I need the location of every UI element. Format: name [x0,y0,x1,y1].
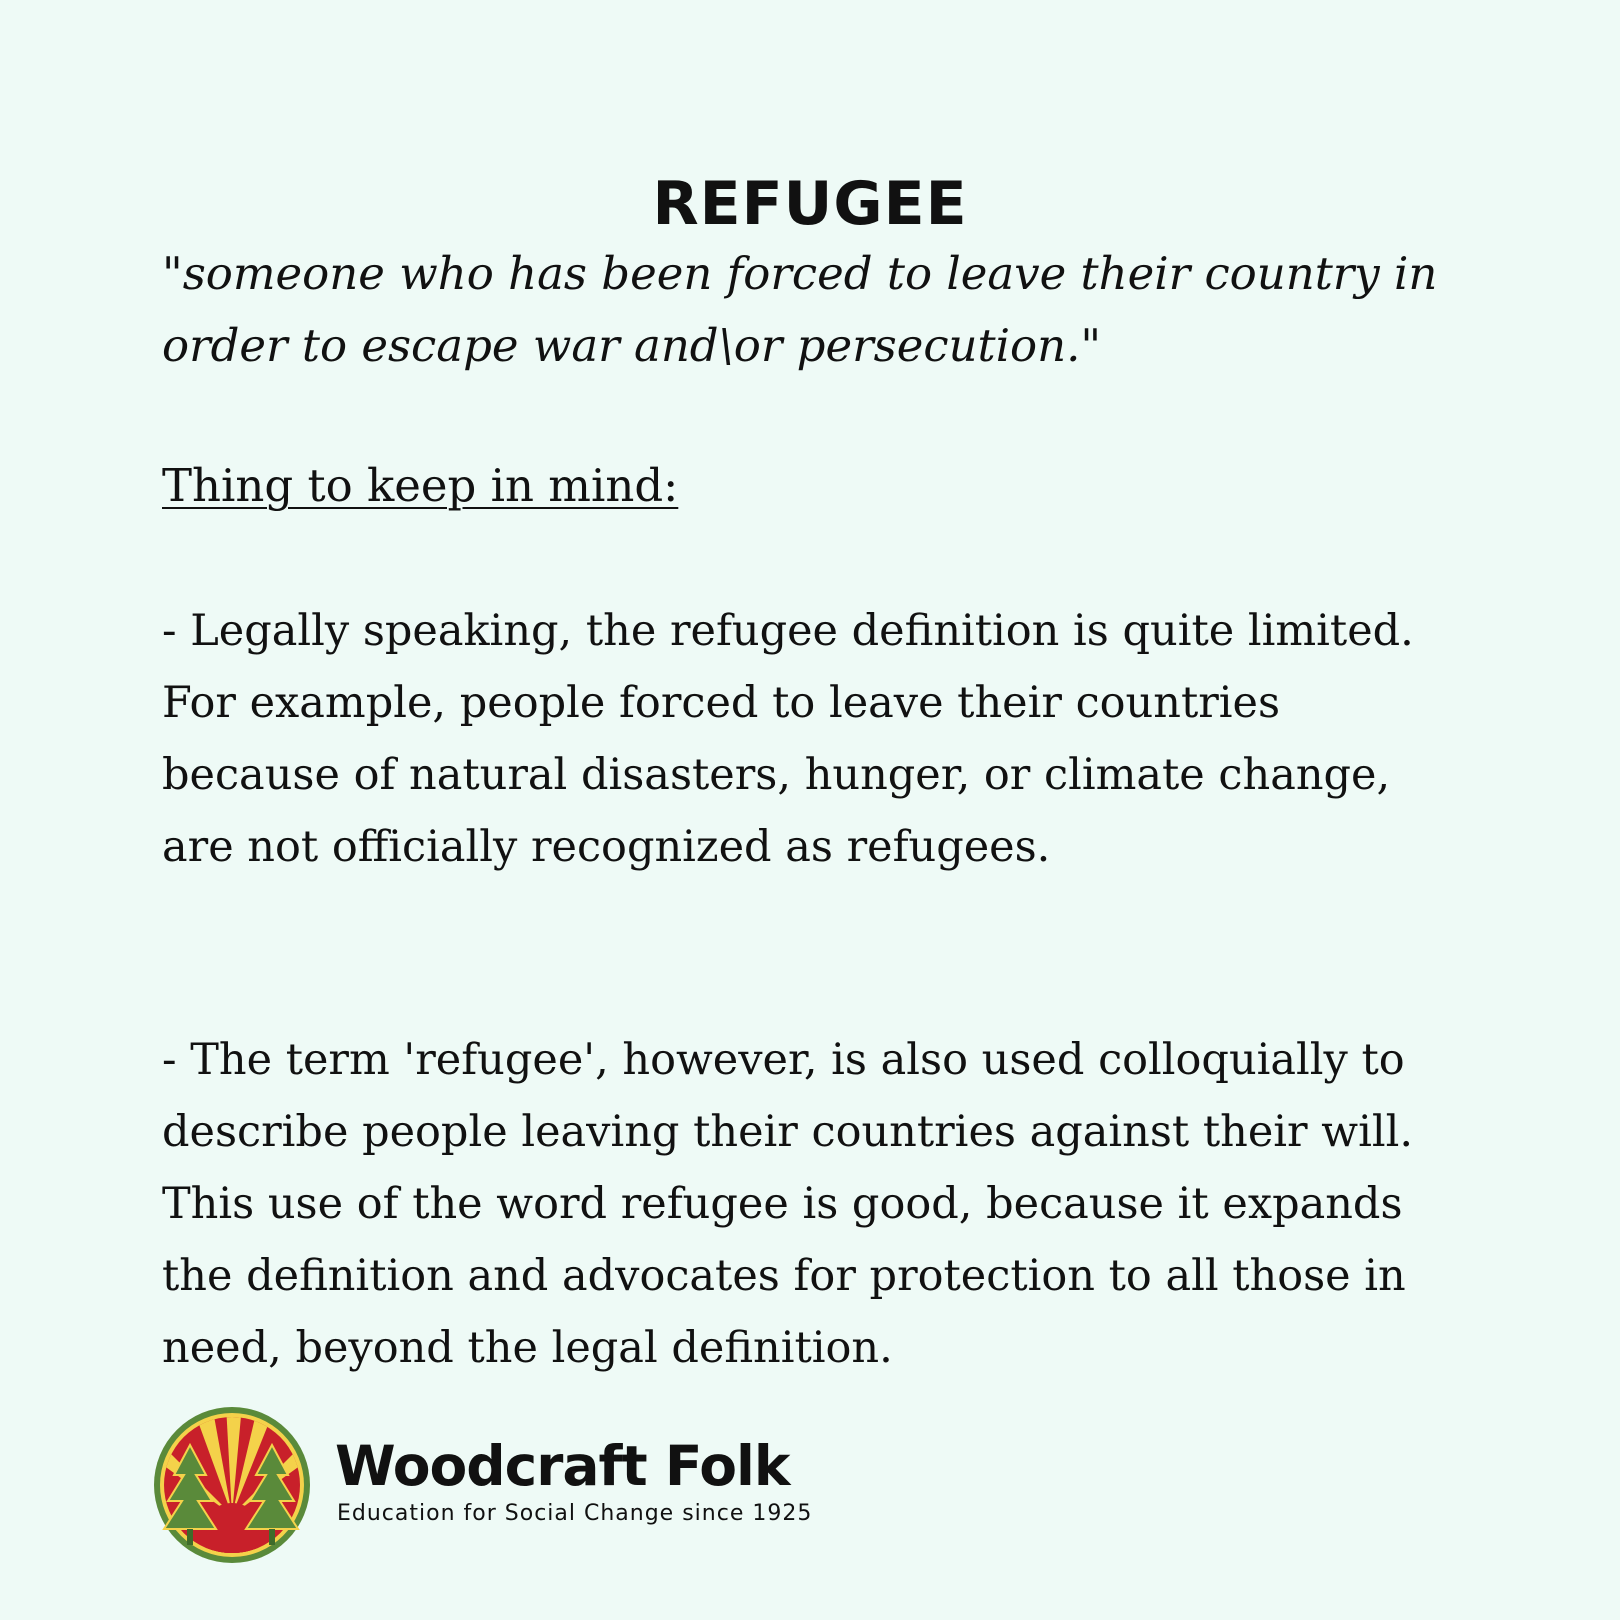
paragraph-colloquial-use: - The term 'refugee', however, is also used colloquially to describe people leaving their countries against their will. This use of the word refugee is good, because it expands the definition and advocates for protection to all those in need, beyond the legal definition. [162,1035,1414,1373]
woodcraft-folk-logo [152,1405,312,1565]
definition-line-1: "someone who has been forced to leave their country in [162,247,1438,300]
paragraph-legal-definition: - Legally speaking, the refugee definition is quite limited. For example, people forced to leave their countries because of natural disasters, hunger, or climate change, are not officially recognized as refugees. [162,606,1414,872]
page-title: REFUGEE [652,169,968,239]
brand-tagline: Education for Social Change since 1925 [337,1501,813,1526]
logo-emblem-icon [152,1405,312,1565]
definition-line-2: order to escape war and\or persecution." [162,319,1102,372]
section-heading: Thing to keep in mind: [162,459,679,512]
definition-quote [162,238,1482,382]
brand-name: Woodcraft Folk [335,1434,790,1498]
